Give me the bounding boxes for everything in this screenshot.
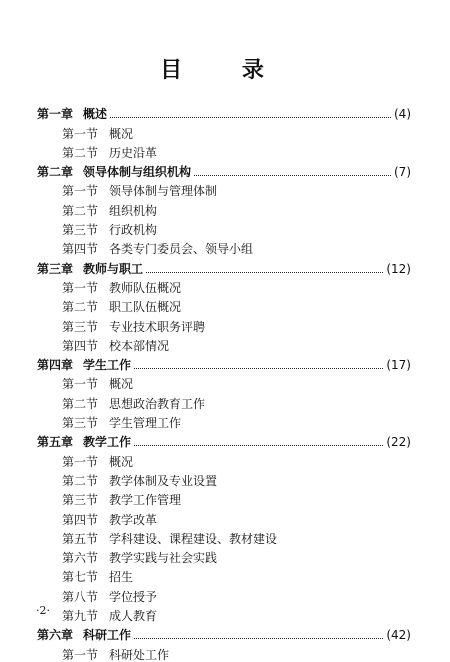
chapter-title: 领导体制与组织机构 [83, 165, 192, 180]
toc-section-entry [37, 121, 411, 140]
toc-section-entry [37, 141, 411, 160]
section-title: 行政机构 [109, 223, 158, 238]
toc-section-entry [37, 314, 411, 333]
toc-section-entry [37, 179, 411, 198]
section-number: 第九节 [62, 609, 99, 624]
chapter-page-number: (4) [394, 107, 411, 122]
section-title: 校本部情况 [109, 338, 170, 353]
toc-section-entry [37, 469, 411, 488]
chapter-number: 第二章 [37, 165, 74, 180]
toc-section-entry [37, 449, 411, 468]
toc-chapter-entry [37, 623, 411, 642]
dot-leader [146, 272, 383, 273]
section-number: 第一节 [62, 184, 99, 199]
section-title: 职工队伍概况 [109, 300, 182, 315]
toc-section-entry [37, 276, 411, 295]
toc-section-entry [37, 411, 411, 430]
section-number: 第三节 [62, 319, 99, 334]
chapter-page-number: (42) [386, 628, 411, 643]
toc-section-entry [37, 488, 411, 507]
section-title: 招生 [109, 570, 134, 585]
page-title: 目 录 [160, 58, 290, 83]
toc-section-entry [37, 527, 411, 546]
toc-section-entry [37, 565, 411, 584]
toc-section-entry [37, 198, 411, 217]
chapter-page-number: (12) [386, 261, 411, 276]
section-title: 成人教育 [109, 609, 158, 624]
chapter-number: 第一章 [37, 107, 74, 122]
section-title: 教学工作管理 [109, 493, 182, 508]
chapter-page-number: (7) [394, 165, 411, 180]
chapter-title: 教学工作 [83, 435, 132, 450]
section-title: 教学实践与社会实践 [109, 551, 218, 566]
section-title: 专业技术职务评聘 [109, 319, 206, 334]
chapter-title: 学生工作 [83, 358, 132, 373]
section-number: 第二节 [62, 300, 99, 315]
section-number: 第五节 [62, 531, 99, 546]
section-title: 概况 [109, 126, 134, 141]
section-title: 概况 [109, 454, 134, 469]
toc-chapter-entry [37, 102, 411, 121]
section-number: 第一节 [62, 377, 99, 392]
dot-leader [110, 117, 391, 118]
section-number: 第一节 [62, 647, 99, 662]
toc-section-entry [37, 391, 411, 410]
chapter-number: 第四章 [37, 358, 74, 373]
section-title: 领导体制与管理体制 [109, 184, 218, 199]
section-title: 思想政治教育工作 [109, 396, 206, 411]
section-number: 第七节 [62, 570, 99, 585]
section-number: 第一节 [62, 126, 99, 141]
toc-chapter-entry [37, 353, 411, 372]
section-number: 第一节 [62, 454, 99, 469]
chapter-page-number: (17) [386, 358, 411, 373]
section-title: 历史沿革 [109, 145, 158, 160]
toc-section-entry [37, 507, 411, 526]
dot-leader [134, 638, 383, 639]
section-title: 教学体制及专业设置 [109, 473, 218, 488]
table-of-contents [37, 102, 411, 662]
toc-chapter-entry [37, 160, 411, 179]
section-number: 第二节 [62, 396, 99, 411]
section-title: 各类专门委员会、领导小组 [109, 242, 254, 257]
toc-chapter-entry [37, 430, 411, 449]
section-number: 第四节 [62, 338, 99, 353]
section-title: 组织机构 [109, 203, 158, 218]
section-title: 学生管理工作 [109, 416, 182, 431]
chapter-page-number: (22) [386, 435, 411, 450]
toc-section-entry [37, 546, 411, 565]
chapter-number: 第五章 [37, 435, 74, 450]
section-title: 学科建设、课程建设、教材建设 [109, 531, 278, 546]
section-title: 教师队伍概况 [109, 280, 182, 295]
section-title: 学位授予 [109, 589, 158, 604]
chapter-title: 科研工作 [83, 628, 132, 643]
section-number: 第三节 [62, 416, 99, 431]
section-title: 教学改革 [109, 512, 158, 527]
chapter-title: 教师与职工 [83, 261, 144, 276]
section-number: 第三节 [62, 493, 99, 508]
section-number: 第一节 [62, 280, 99, 295]
toc-section-entry [37, 334, 411, 353]
section-title: 概况 [109, 377, 134, 392]
toc-section-entry [37, 295, 411, 314]
page-number: ·2· [36, 604, 50, 617]
toc-section-entry [37, 584, 411, 603]
section-number: 第二节 [62, 203, 99, 218]
toc-section-entry [37, 218, 411, 237]
section-number: 第八节 [62, 589, 99, 604]
section-number: 第六节 [62, 551, 99, 566]
section-title: 科研处工作 [109, 647, 170, 662]
dot-leader [194, 175, 391, 176]
section-number: 第二节 [62, 473, 99, 488]
section-number: 第二节 [62, 145, 99, 160]
section-number: 第四节 [62, 512, 99, 527]
dot-leader [134, 368, 383, 369]
chapter-number: 第六章 [37, 628, 74, 643]
chapter-number: 第三章 [37, 261, 74, 276]
toc-section-entry [37, 372, 411, 391]
toc-section-entry [37, 642, 411, 661]
chapter-title: 概述 [83, 107, 108, 122]
toc-section-entry [37, 604, 411, 623]
section-number: 第三节 [62, 223, 99, 238]
toc-chapter-entry [37, 256, 411, 275]
section-number: 第四节 [62, 242, 99, 257]
dot-leader [134, 445, 383, 446]
toc-section-entry [37, 237, 411, 256]
